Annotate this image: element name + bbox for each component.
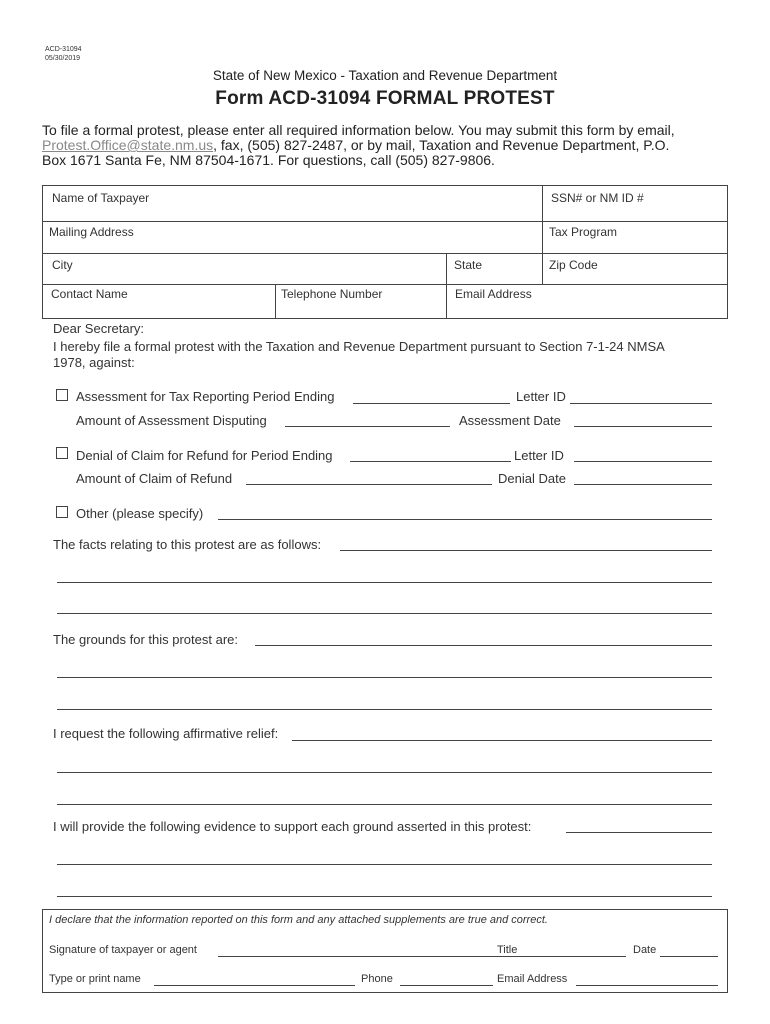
amount-assessment-label: Amount of Assessment Disputing <box>76 413 267 428</box>
declaration-email-line[interactable] <box>576 985 718 986</box>
intro-line-3: Box 1671 Santa Fe, NM 87504-1671. For questions, call (505) 827-9806. <box>42 152 495 168</box>
assessment-period-line[interactable] <box>353 403 510 404</box>
facts-line[interactable] <box>57 582 712 583</box>
grid-divider <box>43 253 727 254</box>
print-name-label: Type or print name <box>49 973 141 985</box>
protest-statement-line-1: I hereby file a formal protest with the Taxation and Revenue Department pursuant to Section 7-1-24 NMSA <box>53 339 665 354</box>
phone-line[interactable] <box>400 985 493 986</box>
grid-divider <box>275 284 276 318</box>
assessment-letter-id-line[interactable] <box>570 403 712 404</box>
denial-date-label: Denial Date <box>498 471 566 486</box>
evidence-label: I will provide the following evidence to support each ground asserted in this protest: <box>53 819 532 834</box>
relief-line[interactable] <box>57 804 712 805</box>
evidence-line[interactable] <box>57 864 712 865</box>
signature-label: Signature of taxpayer or agent <box>49 944 197 956</box>
department-name: State of New Mexico - Taxation and Revenue Department <box>212 68 558 83</box>
contact-name-field[interactable]: Contact Name <box>51 287 128 301</box>
state-field[interactable]: State <box>454 258 483 272</box>
city-field[interactable]: City <box>52 258 73 272</box>
relief-line[interactable] <box>292 740 712 741</box>
amount-refund-label: Amount of Claim of Refund <box>76 471 233 486</box>
date-line[interactable] <box>660 956 718 957</box>
other-label: Other (please specify) <box>76 506 204 521</box>
mailing-address-field[interactable]: Mailing Address <box>49 225 134 239</box>
evidence-line[interactable] <box>566 832 712 833</box>
tax-program-field[interactable]: Tax Program <box>549 225 618 239</box>
email-link[interactable]: Protest.Office@state.nm.us <box>42 137 214 153</box>
declaration-email-label: Email Address <box>497 973 568 985</box>
page-title: Form ACD-31094 FORMAL PROTEST <box>215 88 555 109</box>
salutation: Dear Secretary: <box>53 321 145 336</box>
denial-checkbox[interactable] <box>56 447 68 459</box>
zip-code-field[interactable]: Zip Code <box>549 258 598 272</box>
facts-line[interactable] <box>57 613 712 614</box>
denial-letter-id-line[interactable] <box>574 461 712 462</box>
declaration-statement: I declare that the information reported on this form and any attached supplements are true and correct. <box>49 914 548 926</box>
assessment-date-label: Assessment Date <box>459 413 561 428</box>
print-name-line[interactable] <box>154 985 355 986</box>
grid-divider <box>446 253 447 318</box>
facts-line[interactable] <box>340 550 712 551</box>
title-line[interactable] <box>527 956 626 957</box>
grounds-line[interactable] <box>255 645 712 646</box>
assessment-label: Assessment for Tax Reporting Period Ending <box>76 389 335 404</box>
declaration-box <box>42 909 728 993</box>
protest-statement-line-2: 1978, against: <box>53 355 135 370</box>
intro-line-2-rest: , fax, (505) 827-2487, or by mail, Taxation and Revenue Department, P.O. <box>213 137 670 153</box>
ssn-field[interactable]: SSN# or NM ID # <box>551 191 644 205</box>
title-label: Title <box>497 944 518 956</box>
email-address-field[interactable]: Email Address <box>455 287 532 301</box>
assessment-checkbox[interactable] <box>56 389 68 401</box>
form-date: 05/30/2019 <box>45 55 81 62</box>
date-label: Date <box>633 944 657 956</box>
relief-line[interactable] <box>57 772 712 773</box>
grounds-line[interactable] <box>57 677 712 678</box>
form-id: ACD-31094 <box>45 46 82 53</box>
facts-label: The facts relating to this protest are as follows: <box>53 537 322 552</box>
other-specify-line[interactable] <box>218 519 712 520</box>
grid-divider <box>43 221 727 222</box>
assessment-letter-id-label: Letter ID <box>516 389 566 404</box>
amount-refund-line[interactable] <box>246 484 492 485</box>
intro-line-1: To file a formal protest, please enter all required information below. You may submit this form by email, <box>42 122 675 138</box>
relief-label: I request the following affirmative relief: <box>53 726 279 741</box>
grounds-line[interactable] <box>57 709 712 710</box>
intro-text <box>42 123 742 168</box>
signature-line[interactable] <box>218 956 534 957</box>
denial-date-line[interactable] <box>574 484 712 485</box>
phone-label: Phone <box>361 973 393 985</box>
assessment-date-line[interactable] <box>574 426 712 427</box>
grid-divider <box>43 284 727 285</box>
denial-period-line[interactable] <box>350 461 511 462</box>
taxpayer-info-grid <box>42 185 728 319</box>
other-checkbox[interactable] <box>56 506 68 518</box>
telephone-number-field[interactable]: Telephone Number <box>281 287 383 301</box>
name-of-taxpayer-field[interactable]: Name of Taxpayer <box>52 191 150 205</box>
denial-label: Denial of Claim for Refund for Period Ending <box>76 448 333 463</box>
intro-line-2 <box>42 138 742 153</box>
denial-letter-id-label: Letter ID <box>514 448 564 463</box>
evidence-line[interactable] <box>57 896 712 897</box>
grounds-label: The grounds for this protest are: <box>53 632 238 647</box>
amount-assessment-line[interactable] <box>285 426 450 427</box>
grid-divider <box>542 186 543 284</box>
